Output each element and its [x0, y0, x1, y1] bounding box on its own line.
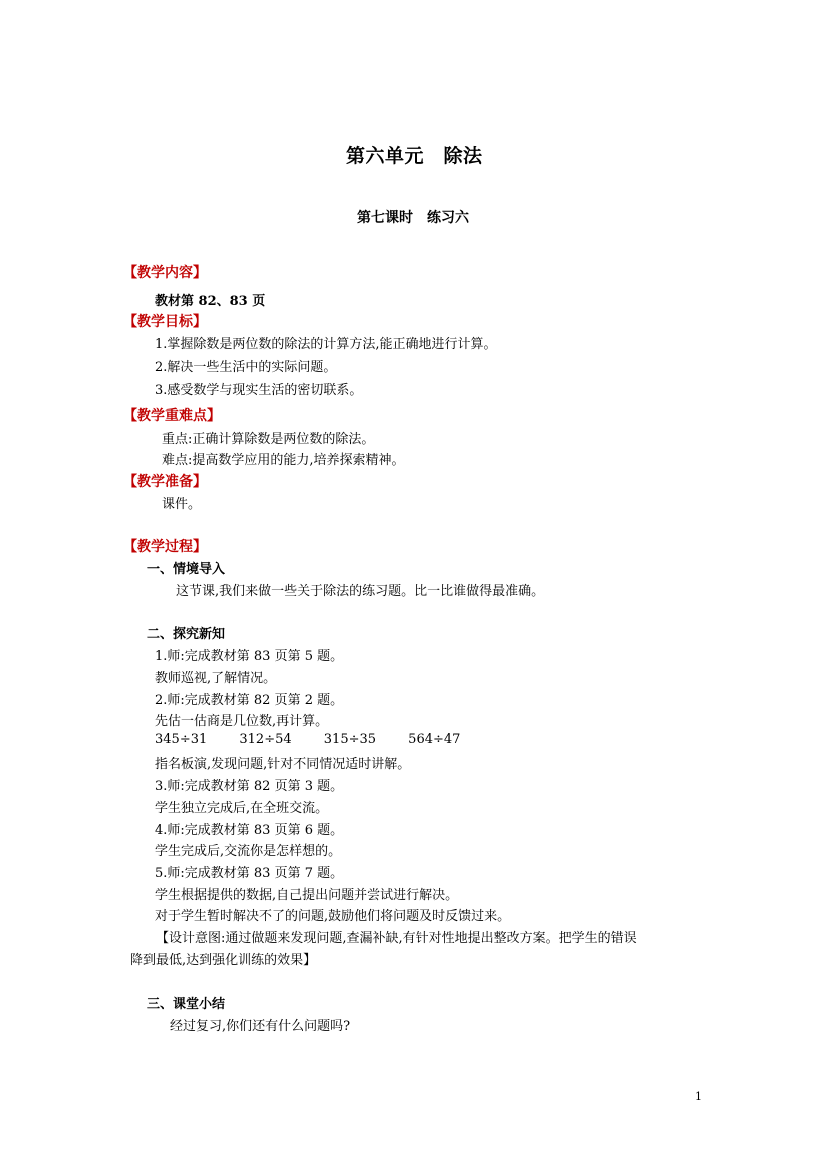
- part2-line: 学生完成后,交流你是怎样想的。: [155, 844, 342, 859]
- prep-body: 课件。: [162, 497, 202, 512]
- key-point: 重点:正确计算除数是两位数的除法。: [162, 432, 375, 447]
- page-number: 1: [695, 1090, 702, 1103]
- content-body: 教材第 82、83 页: [155, 294, 266, 309]
- division-expressions: [155, 732, 488, 747]
- expression: 345÷31: [155, 732, 208, 747]
- section-header-key-points: 【教学重难点】: [123, 408, 221, 424]
- expression: 315÷35: [323, 732, 377, 747]
- part2-line: 学生独立完成后,在全班交流。: [155, 801, 329, 816]
- part1-text: 这节课,我们来做一些关于除法的练习题。比一比谁做得最准确。: [176, 584, 545, 599]
- section-header-prep: 【教学准备】: [123, 474, 207, 490]
- part2-line: 5.师:完成教材第 83 页第 7 题。: [155, 866, 344, 881]
- expression: 312÷54: [239, 732, 292, 747]
- goal-item: 1.掌握除数是两位数的除法的计算方法,能正确地进行计算。: [155, 337, 497, 352]
- part2-line: 指名板演,发现问题,针对不同情况适时讲解。: [155, 757, 411, 772]
- difficult-point: 难点:提高数学应用的能力,培养探索精神。: [162, 453, 405, 468]
- part2-line: 2.师:完成教材第 82 页第 2 题。: [155, 693, 344, 708]
- design-intent: 降到最低,达到强化训练的效果】: [130, 953, 317, 968]
- part2-line: 教师巡视,了解情况。: [155, 671, 277, 686]
- section-header-content: 【教学内容】: [123, 265, 207, 281]
- goal-item: 3.感受数学与现实生活的密切联系。: [155, 383, 363, 398]
- part1-heading: 一、情境导入: [147, 562, 226, 577]
- part2-line: 学生根据提供的数据,自己提出问题并尝试进行解决。: [155, 888, 459, 903]
- part2-line: 3.师:完成教材第 82 页第 3 题。: [155, 779, 344, 794]
- expression: 564÷47: [408, 732, 461, 747]
- design-intent: 【设计意图:通过做题来发现问题,查漏补缺,有针对性地提出整改方案。把学生的错误: [156, 931, 637, 946]
- part2-line: 4.师:完成教材第 83 页第 6 题。: [155, 823, 344, 838]
- part2-line: 1.师:完成教材第 83 页第 5 题。: [155, 649, 344, 664]
- part2-line: 先估一估商是几位数,再计算。: [155, 714, 329, 729]
- section-header-process: 【教学过程】: [123, 539, 207, 555]
- part3-heading: 三、课堂小结: [147, 997, 226, 1012]
- lesson-title: 第七课时 练习六: [357, 210, 469, 226]
- section-header-goals: 【教学目标】: [123, 314, 207, 330]
- goal-item: 2.解决一些生活中的实际问题。: [155, 360, 337, 375]
- unit-title: 第六单元 除法: [346, 145, 483, 167]
- part2-heading: 二、探究新知: [147, 627, 226, 642]
- part2-line: 对于学生暂时解决不了的问题,鼓励他们将问题及时反馈过来。: [155, 909, 511, 924]
- part3-text: 经过复习,你们还有什么问题吗?: [170, 1019, 351, 1034]
